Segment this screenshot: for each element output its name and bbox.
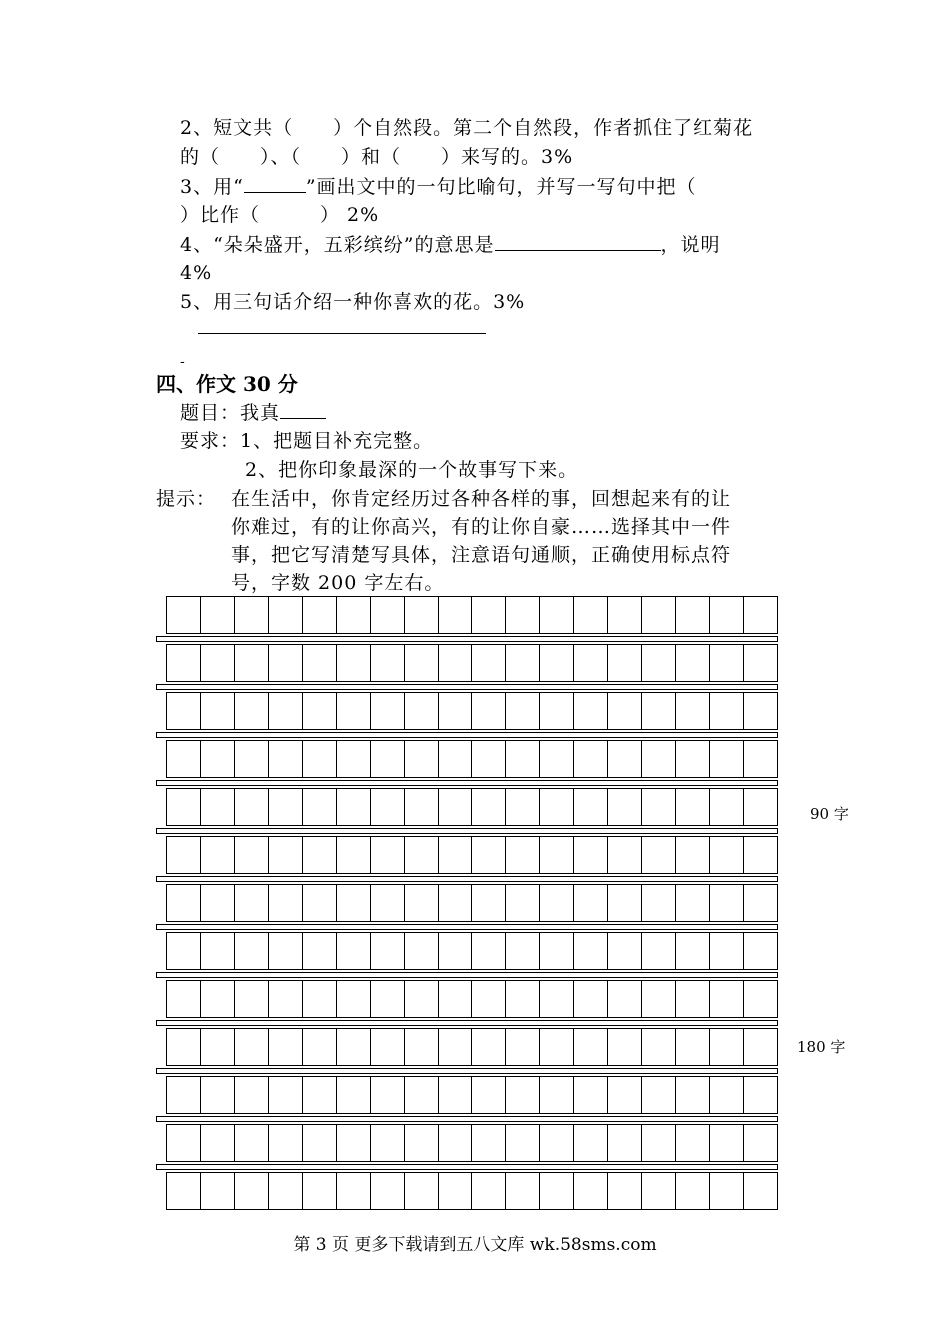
grid-row-separator [156, 636, 778, 642]
grid-cell[interactable] [642, 693, 676, 729]
grid-cell[interactable] [337, 837, 371, 873]
grid-cell[interactable] [269, 981, 303, 1017]
grid-cell[interactable] [337, 645, 371, 681]
grid-cell[interactable] [676, 885, 710, 921]
grid-cell[interactable] [676, 1125, 710, 1161]
q3-line-1 [180, 172, 697, 202]
grid-cell[interactable] [608, 933, 642, 969]
grid-cell[interactable] [303, 885, 337, 921]
grid-cell[interactable] [167, 1125, 201, 1161]
grid-cell[interactable] [235, 1077, 269, 1113]
grid-cell[interactable] [506, 1077, 540, 1113]
grid-row-separator [156, 732, 778, 738]
grid-cell[interactable] [472, 885, 506, 921]
grid-cell[interactable] [744, 981, 777, 1017]
grid-cell[interactable] [676, 981, 710, 1017]
grid-cell[interactable] [710, 789, 744, 825]
grid-row[interactable] [166, 932, 778, 970]
requirement-2: 2、把你印象最深的一个故事写下来。 [245, 459, 579, 481]
grid-cell[interactable] [744, 933, 777, 969]
composition-title-line [180, 398, 326, 428]
grid-cell[interactable] [303, 1173, 337, 1209]
grid-row-separator [156, 1164, 778, 1170]
grid-cell[interactable] [506, 1029, 540, 1065]
grid-cell[interactable] [540, 789, 574, 825]
grid-cell[interactable] [574, 885, 608, 921]
grid-cell[interactable] [642, 933, 676, 969]
grid-cell[interactable] [439, 933, 473, 969]
grid-cell[interactable] [744, 1029, 777, 1065]
grid-cell[interactable] [235, 1125, 269, 1161]
grid-cell[interactable] [608, 1077, 642, 1113]
grid-cell[interactable] [371, 1077, 405, 1113]
grid-row-separator [156, 1020, 778, 1026]
grid-cell[interactable] [337, 1077, 371, 1113]
grid-cell[interactable] [235, 981, 269, 1017]
grid-row[interactable] [166, 644, 778, 682]
grid-cell[interactable] [744, 1125, 777, 1161]
q4-answer-blank[interactable] [495, 230, 661, 251]
hint-line-1: 在生活中，你肯定经历过各种各样的事，回想起来有的让 [231, 488, 732, 510]
grid-cell[interactable] [676, 837, 710, 873]
grid-cell[interactable] [676, 1173, 710, 1209]
grid-cell[interactable] [371, 693, 405, 729]
grid-cell[interactable] [608, 1029, 642, 1065]
grid-cell[interactable] [710, 981, 744, 1017]
grid-cell[interactable] [506, 741, 540, 777]
q4-suffix: ，说明 [660, 234, 721, 256]
grid-cell[interactable] [405, 789, 439, 825]
grid-cell[interactable] [540, 645, 574, 681]
grid-cell[interactable] [269, 885, 303, 921]
grid-cell[interactable] [540, 933, 574, 969]
grid-cell[interactable] [506, 837, 540, 873]
grid-cell[interactable] [710, 741, 744, 777]
grid-cell[interactable] [167, 645, 201, 681]
grid-cell[interactable] [439, 1029, 473, 1065]
grid-cell[interactable] [201, 885, 235, 921]
grid-cell[interactable] [642, 789, 676, 825]
grid-cell[interactable] [744, 837, 777, 873]
grid-row-separator [156, 1068, 778, 1074]
grid-cell[interactable] [710, 1173, 744, 1209]
grid-cell[interactable] [167, 837, 201, 873]
grid-cell[interactable] [574, 645, 608, 681]
grid-row[interactable] [166, 1124, 778, 1162]
grid-cell[interactable] [337, 1173, 371, 1209]
hint-label: 提示： [156, 488, 217, 510]
grid-cell[interactable] [405, 933, 439, 969]
grid-cell[interactable] [371, 933, 405, 969]
grid-cell[interactable] [371, 837, 405, 873]
grid-cell[interactable] [337, 693, 371, 729]
grid-cell[interactable] [303, 837, 337, 873]
grid-cell[interactable] [439, 885, 473, 921]
grid-cell[interactable] [540, 1173, 574, 1209]
grid-cell[interactable] [269, 597, 303, 633]
grid-cell[interactable] [710, 885, 744, 921]
grid-cell[interactable] [710, 837, 744, 873]
grid-cell[interactable] [337, 1125, 371, 1161]
grid-cell[interactable] [201, 1125, 235, 1161]
grid-cell[interactable] [642, 741, 676, 777]
grid-cell[interactable] [303, 1029, 337, 1065]
grid-cell[interactable] [710, 1029, 744, 1065]
grid-cell[interactable] [710, 933, 744, 969]
grid-cell[interactable] [540, 885, 574, 921]
grid-cell[interactable] [506, 1173, 540, 1209]
grid-cell[interactable] [167, 789, 201, 825]
grid-cell[interactable] [472, 645, 506, 681]
grid-row-separator [156, 876, 778, 882]
grid-cell[interactable] [167, 693, 201, 729]
grid-cell[interactable] [744, 1173, 777, 1209]
grid-cell[interactable] [167, 933, 201, 969]
grid-cell[interactable] [540, 597, 574, 633]
grid-cell[interactable] [574, 741, 608, 777]
grid-cell[interactable] [676, 933, 710, 969]
grid-cell[interactable] [710, 1077, 744, 1113]
grid-cell[interactable] [608, 837, 642, 873]
grid-cell[interactable] [269, 789, 303, 825]
hint-line-2: 你难过，有的让你高兴，有的让你自豪……选择其中一件 [231, 516, 732, 538]
grid-cell[interactable] [506, 1125, 540, 1161]
word-count-mark-90: 90 字 [810, 805, 849, 823]
grid-cell[interactable] [167, 1173, 201, 1209]
grid-cell[interactable] [744, 693, 777, 729]
grid-cell[interactable] [303, 789, 337, 825]
grid-cell[interactable] [167, 741, 201, 777]
grid-row-separator [156, 828, 778, 834]
grid-cell[interactable] [642, 1077, 676, 1113]
grid-cell[interactable] [608, 1125, 642, 1161]
grid-cell[interactable] [371, 1173, 405, 1209]
grid-cell[interactable] [405, 1125, 439, 1161]
grid-cell[interactable] [506, 789, 540, 825]
composition-title-blank[interactable] [280, 398, 326, 419]
q3-suffix: ”画出文中的一句比喻句，并写一写句中把（ [305, 176, 697, 198]
grid-cell[interactable] [676, 645, 710, 681]
grid-cell[interactable] [744, 597, 777, 633]
grid-cell[interactable] [608, 1173, 642, 1209]
grid-cell[interactable] [269, 933, 303, 969]
grid-cell[interactable] [710, 597, 744, 633]
grid-cell[interactable] [472, 693, 506, 729]
grid-cell[interactable] [337, 789, 371, 825]
grid-cell[interactable] [371, 1125, 405, 1161]
grid-cell[interactable] [608, 597, 642, 633]
grid-cell[interactable] [472, 1077, 506, 1113]
grid-cell[interactable] [405, 597, 439, 633]
grid-cell[interactable] [167, 597, 201, 633]
grid-cell[interactable] [235, 693, 269, 729]
grid-row-separator [156, 780, 778, 786]
composition-heading: 四、作文 30 分 [156, 372, 298, 396]
grid-cell[interactable] [608, 789, 642, 825]
grid-cell[interactable] [303, 597, 337, 633]
grid-cell[interactable] [676, 597, 710, 633]
composition-title-label: 题目：我真 [180, 402, 281, 424]
grid-cell[interactable] [574, 597, 608, 633]
q3-line-2: ）比作（ ） 2% [180, 204, 380, 226]
grid-cell[interactable] [642, 981, 676, 1017]
grid-cell[interactable] [371, 981, 405, 1017]
grid-cell[interactable] [744, 885, 777, 921]
grid-cell[interactable] [506, 933, 540, 969]
grid-cell[interactable] [642, 1125, 676, 1161]
q2-line-2: 的（ ）、（ ）和（ ）来写的。3% [180, 146, 574, 168]
grid-cell[interactable] [405, 1077, 439, 1113]
grid-cell[interactable] [540, 1125, 574, 1161]
grid-row[interactable] [166, 788, 778, 826]
grid-cell[interactable] [676, 1029, 710, 1065]
grid-cell[interactable] [201, 693, 235, 729]
grid-cell[interactable] [540, 693, 574, 729]
grid-cell[interactable] [235, 837, 269, 873]
grid-cell[interactable] [405, 693, 439, 729]
grid-cell[interactable] [744, 789, 777, 825]
grid-cell[interactable] [710, 1125, 744, 1161]
grid-cell[interactable] [472, 1173, 506, 1209]
grid-cell[interactable] [439, 837, 473, 873]
grid-cell[interactable] [269, 1173, 303, 1209]
grid-cell[interactable] [269, 837, 303, 873]
grid-cell[interactable] [506, 645, 540, 681]
grid-row[interactable] [166, 740, 778, 778]
grid-cell[interactable] [201, 1077, 235, 1113]
grid-cell[interactable] [269, 1029, 303, 1065]
grid-cell[interactable] [574, 789, 608, 825]
grid-cell[interactable] [472, 597, 506, 633]
grid-cell[interactable] [235, 741, 269, 777]
grid-row-separator [156, 972, 778, 978]
grid-cell[interactable] [371, 789, 405, 825]
grid-cell[interactable] [405, 885, 439, 921]
grid-cell[interactable] [439, 1077, 473, 1113]
grid-cell[interactable] [506, 885, 540, 921]
grid-row[interactable] [166, 980, 778, 1018]
grid-cell[interactable] [540, 1029, 574, 1065]
grid-cell[interactable] [235, 1029, 269, 1065]
page-footer: 第 3 页 更多下载请到五八文库 wk.58sms.com [293, 1235, 657, 1255]
q5-line: 5、用三句话介绍一种你喜欢的花。3% [180, 291, 526, 313]
q3-underline-sample [244, 172, 306, 193]
stray-mark: - [180, 354, 186, 370]
grid-cell[interactable] [574, 1125, 608, 1161]
grid-cell[interactable] [371, 597, 405, 633]
grid-cell[interactable] [506, 693, 540, 729]
grid-cell[interactable] [439, 597, 473, 633]
grid-cell[interactable] [269, 741, 303, 777]
q4-line-2: 4% [180, 262, 213, 284]
grid-cell[interactable] [405, 645, 439, 681]
grid-cell[interactable] [506, 981, 540, 1017]
grid-cell[interactable] [201, 645, 235, 681]
grid-cell[interactable] [235, 933, 269, 969]
grid-cell[interactable] [676, 693, 710, 729]
grid-cell[interactable] [744, 741, 777, 777]
grid-cell[interactable] [439, 741, 473, 777]
grid-cell[interactable] [167, 885, 201, 921]
grid-cell[interactable] [574, 981, 608, 1017]
grid-cell[interactable] [371, 741, 405, 777]
grid-cell[interactable] [167, 1029, 201, 1065]
grid-cell[interactable] [303, 981, 337, 1017]
grid-cell[interactable] [303, 741, 337, 777]
grid-cell[interactable] [439, 789, 473, 825]
q2-line-1: 2、短文共（ ）个自然段。第二个自然段，作者抓住了红菊花 [180, 117, 754, 139]
hint-line-3: 事，把它写清楚写具体，注意语句通顺，正确使用标点符 [231, 544, 732, 566]
grid-cell[interactable] [269, 693, 303, 729]
grid-cell[interactable] [235, 885, 269, 921]
grid-cell[interactable] [608, 645, 642, 681]
grid-cell[interactable] [405, 981, 439, 1017]
grid-cell[interactable] [710, 693, 744, 729]
grid-cell[interactable] [540, 1077, 574, 1113]
grid-cell[interactable] [439, 981, 473, 1017]
grid-row-separator [156, 1116, 778, 1122]
grid-row[interactable] [166, 836, 778, 874]
grid-cell[interactable] [608, 693, 642, 729]
grid-cell[interactable] [405, 1173, 439, 1209]
grid-cell[interactable] [303, 645, 337, 681]
grid-cell[interactable] [235, 597, 269, 633]
grid-cell[interactable] [201, 597, 235, 633]
grid-cell[interactable] [337, 933, 371, 969]
grid-cell[interactable] [472, 981, 506, 1017]
grid-cell[interactable] [642, 885, 676, 921]
grid-cell[interactable] [540, 981, 574, 1017]
hint-line-4: 号，字数 200 字左右。 [231, 572, 445, 594]
grid-cell[interactable] [608, 885, 642, 921]
grid-cell[interactable] [676, 741, 710, 777]
grid-cell[interactable] [201, 981, 235, 1017]
grid-cell[interactable] [472, 1029, 506, 1065]
grid-cell[interactable] [439, 693, 473, 729]
grid-cell[interactable] [303, 933, 337, 969]
grid-cell[interactable] [235, 789, 269, 825]
grid-cell[interactable] [269, 645, 303, 681]
grid-cell[interactable] [303, 693, 337, 729]
grid-cell[interactable] [574, 1173, 608, 1209]
grid-row[interactable] [166, 884, 778, 922]
grid-cell[interactable] [235, 1173, 269, 1209]
q4-prefix: 4、“朵朵盛开，五彩缤纷”的意思是 [180, 234, 495, 256]
grid-cell[interactable] [472, 933, 506, 969]
grid-cell[interactable] [337, 981, 371, 1017]
grid-cell[interactable] [405, 741, 439, 777]
grid-cell[interactable] [201, 741, 235, 777]
grid-cell[interactable] [574, 1029, 608, 1065]
grid-cell[interactable] [303, 1077, 337, 1113]
grid-cell[interactable] [201, 1029, 235, 1065]
grid-cell[interactable] [337, 597, 371, 633]
grid-cell[interactable] [337, 1029, 371, 1065]
grid-cell[interactable] [303, 1125, 337, 1161]
grid-cell[interactable] [710, 645, 744, 681]
grid-cell[interactable] [337, 741, 371, 777]
grid-cell[interactable] [371, 645, 405, 681]
grid-row[interactable] [166, 692, 778, 730]
grid-cell[interactable] [472, 741, 506, 777]
q5-answer-line[interactable] [198, 333, 486, 334]
grid-cell[interactable] [574, 1077, 608, 1113]
grid-cell[interactable] [371, 885, 405, 921]
grid-cell[interactable] [371, 1029, 405, 1065]
grid-cell[interactable] [405, 837, 439, 873]
grid-cell[interactable] [676, 1077, 710, 1113]
grid-cell[interactable] [337, 885, 371, 921]
grid-cell[interactable] [642, 597, 676, 633]
grid-cell[interactable] [608, 981, 642, 1017]
grid-row[interactable] [166, 1028, 778, 1066]
requirement-1: 要求：1、把题目补充完整。 [180, 430, 434, 452]
grid-cell[interactable] [744, 645, 777, 681]
grid-row-separator [156, 684, 778, 690]
grid-cell[interactable] [574, 933, 608, 969]
grid-cell[interactable] [574, 837, 608, 873]
q3-prefix: 3、用“ [180, 176, 244, 198]
grid-cell[interactable] [506, 597, 540, 633]
grid-row[interactable] [166, 596, 778, 634]
grid-cell[interactable] [642, 837, 676, 873]
grid-cell[interactable] [472, 837, 506, 873]
grid-cell[interactable] [269, 1077, 303, 1113]
grid-row[interactable] [166, 1172, 778, 1210]
grid-cell[interactable] [540, 837, 574, 873]
grid-cell[interactable] [201, 1173, 235, 1209]
grid-cell[interactable] [472, 789, 506, 825]
grid-cell[interactable] [574, 693, 608, 729]
grid-row[interactable] [166, 1076, 778, 1114]
grid-cell[interactable] [201, 837, 235, 873]
grid-cell[interactable] [269, 1125, 303, 1161]
grid-cell[interactable] [744, 1077, 777, 1113]
grid-cell[interactable] [201, 933, 235, 969]
grid-cell[interactable] [439, 1173, 473, 1209]
grid-cell[interactable] [439, 1125, 473, 1161]
grid-cell[interactable] [608, 741, 642, 777]
grid-cell[interactable] [472, 1125, 506, 1161]
grid-cell[interactable] [642, 1173, 676, 1209]
grid-cell[interactable] [405, 1029, 439, 1065]
grid-cell[interactable] [642, 1029, 676, 1065]
grid-cell[interactable] [439, 645, 473, 681]
grid-cell[interactable] [540, 741, 574, 777]
grid-cell[interactable] [235, 645, 269, 681]
grid-cell[interactable] [201, 789, 235, 825]
grid-cell[interactable] [642, 645, 676, 681]
grid-row-separator [156, 924, 778, 930]
grid-cell[interactable] [167, 1077, 201, 1113]
grid-cell[interactable] [676, 789, 710, 825]
q4-line-1 [180, 230, 721, 260]
word-count-mark-180: 180 字 [797, 1038, 846, 1056]
grid-cell[interactable] [167, 981, 201, 1017]
